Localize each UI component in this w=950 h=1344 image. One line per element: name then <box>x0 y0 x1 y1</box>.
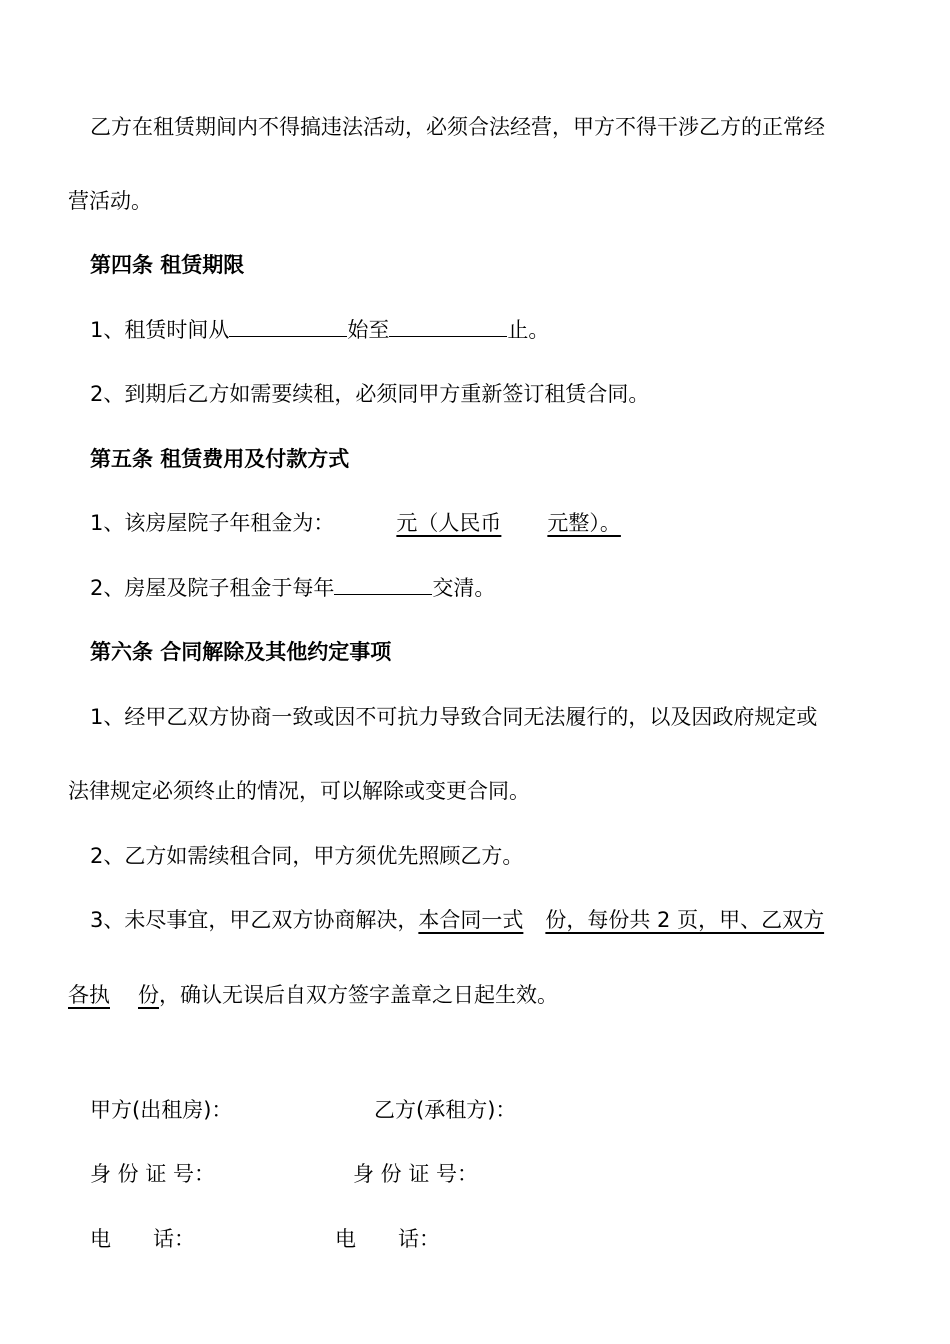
end-date-blank[interactable] <box>389 316 507 337</box>
start-date-blank[interactable] <box>229 316 347 337</box>
copies-clause-underlined: 本合同一式 份，每份共 2 页，甲、乙双方 <box>418 908 824 932</box>
copies-count-blank[interactable] <box>523 905 545 935</box>
each-holds-blank[interactable] <box>110 980 138 1010</box>
payment-date-blank[interactable] <box>334 574 432 595</box>
article-4-item-1: 1、租赁时间从 始至 止。 <box>90 318 550 342</box>
article-6-item-3-line-1: 3、未尽事宜，甲乙双方协商解决，本合同一式 份，每份共 2 页，甲、乙双方 <box>90 905 910 935</box>
party-a-label: 甲方(出租房)： <box>90 1098 233 1122</box>
party-a-phone-label: 电 话： <box>90 1227 195 1251</box>
rent-rmb-blank[interactable] <box>501 508 547 538</box>
article-6-item-1-line-1: 1、经甲乙双方协商一致或因不可抗力导致合同无法履行的，以及因政府规定或 <box>90 705 818 729</box>
rent-amount-blank[interactable] <box>334 508 396 538</box>
legal-paragraph-line-1: 乙方在租赁期间内不得搞违法活动，必须合法经营，甲方不得干涉乙方的正常经 <box>90 115 825 139</box>
article-6-item-1-line-2: 法律规定必须终止的情况，可以解除或变更合同。 <box>68 779 530 803</box>
legal-paragraph-line-2: 营活动。 <box>68 189 152 213</box>
each-holds-underlined: 各执 份 <box>68 983 159 1007</box>
party-b-phone-label: 电 话： <box>335 1227 440 1251</box>
annual-rent-underlined: 元（人民币 元整）。 <box>334 511 621 535</box>
article-4-item-2: 2、到期后乙方如需要续租，必须同甲方重新签订租赁合同。 <box>90 382 650 406</box>
party-b-label: 乙方(承租方)： <box>374 1098 517 1122</box>
party-b-id-label: 身 份 证 号： <box>353 1162 479 1186</box>
article-4-heading: 第四条 租赁期限 <box>90 253 245 277</box>
article-6-heading: 第六条 合同解除及其他约定事项 <box>90 640 392 664</box>
article-6-item-2: 2、乙方如需续租合同，甲方须优先照顾乙方。 <box>90 844 524 868</box>
article-5-item-2: 2、房屋及院子租金于每年 交清。 <box>90 576 496 600</box>
article-5-heading: 第五条 租赁费用及付款方式 <box>90 447 350 471</box>
article-5-item-1: 1、该房屋院子年租金为： 元（人民币 元整）。 <box>90 508 910 538</box>
article-6-item-3-line-2: 各执 份，确认无误后自双方签字盖章之日起生效。 <box>68 980 888 1010</box>
party-a-id-label: 身 份 证 号： <box>90 1162 216 1186</box>
